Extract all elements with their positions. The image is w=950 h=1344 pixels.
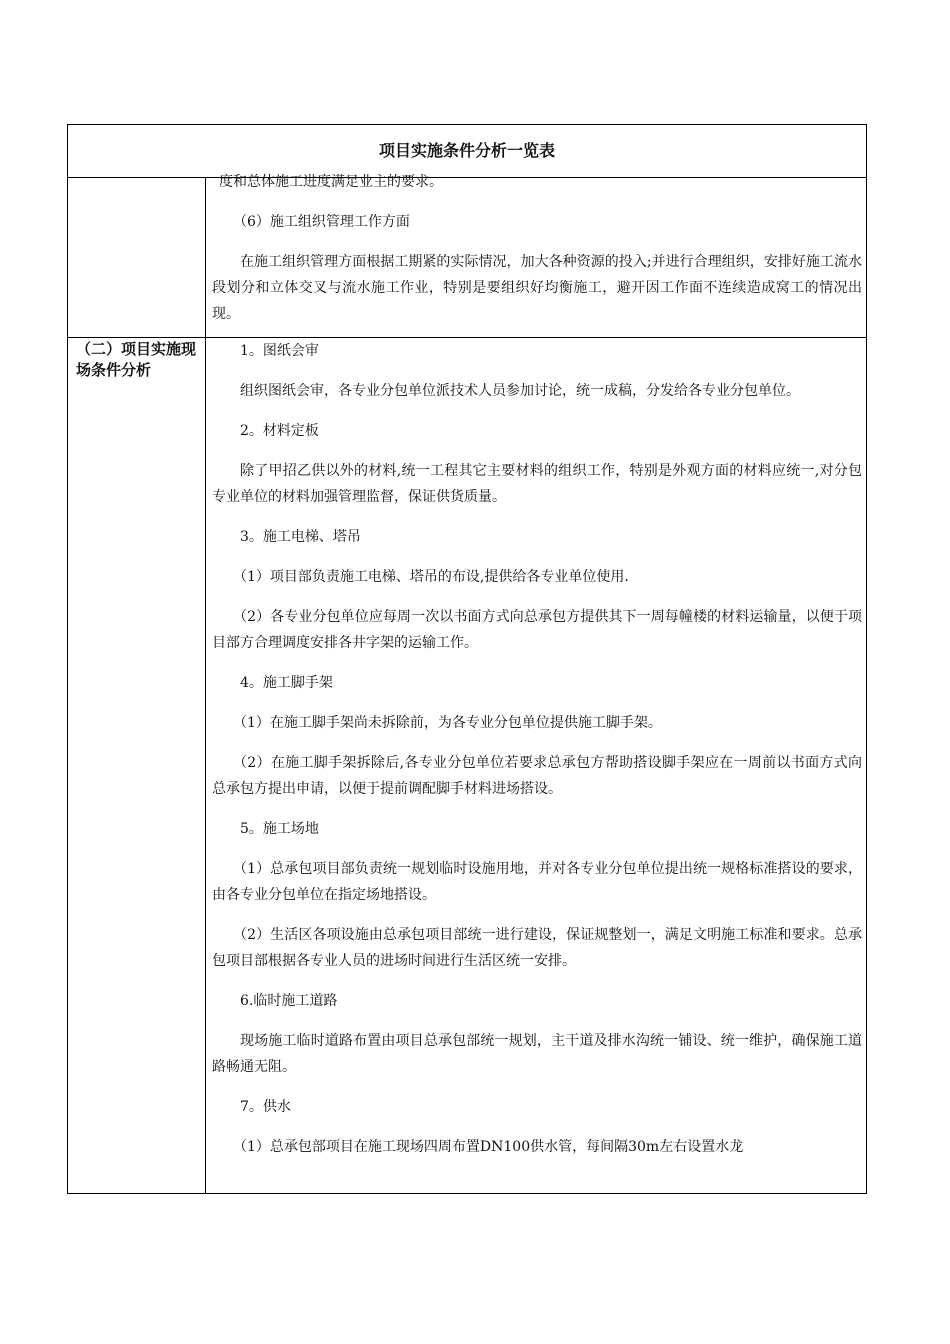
paragraph: 除了甲招乙供以外的材料,统一工程其它主要材料的组织工作，特别是外观方面的材料应统一,对分包专业单位的材料加强管理监督，保证供货质量。 [212, 463, 862, 505]
section-heading: （6）施工组织管理工作方面 [233, 214, 410, 230]
row-label: （二）项目实施现场条件分析 [68, 338, 206, 1194]
section-heading: 4。施工脚手架 [240, 675, 333, 691]
paragraph: 度和总体施工进度满足业主的要求。 [219, 174, 443, 190]
section-heading: 5。施工场地 [240, 821, 319, 837]
section-heading: 3。施工电梯、塔吊 [240, 529, 361, 545]
paragraph: （2）在施工脚手架拆除后,各专业分包单位若要求总承包方帮助搭设脚手架应在一周前以书面方式向总承包方提出申请，以便于提前调配脚手材料进场搭设。 [212, 755, 862, 797]
paragraph: （2）各专业分包单位应每周一次以书面方式向总承包方提供其下一周每幢楼的材料运输量，以便于项目部方合理调度安排各井字架的运输工作。 [212, 609, 862, 651]
paragraph: 现场施工临时道路布置由项目总承包部统一规划，主干道及排水沟统一铺设、统一维护，确保施工道路畅通无阻。 [212, 1033, 862, 1075]
section-heading: 1。图纸会审 [240, 343, 319, 359]
paragraph: （1）在施工脚手架尚未拆除前，为各专业分包单位提供施工脚手架。 [233, 715, 662, 731]
analysis-table [67, 124, 867, 1194]
row-label-empty [68, 178, 206, 338]
table-title: 项目实施条件分析一览表 [378, 141, 555, 160]
table-row [68, 338, 867, 1194]
section-heading: 2。材料定板 [240, 423, 319, 439]
paragraph: 组织图纸会审，各专业分包单位派技术人员参加讨论，统一成稿，分发给各专业分包单位。 [240, 383, 800, 399]
row-content [206, 338, 867, 1194]
section-heading: 7。供水 [240, 1099, 291, 1115]
paragraph: （1）总承包项目部负责统一规划临时设施用地，并对各专业分包单位提出统一规格标准搭设的要求，由各专业分包单位在指定场地搭设。 [212, 861, 862, 903]
paragraph: （1）项目部负责施工电梯、塔吊的布设,提供给各专业单位使用. [233, 569, 629, 585]
table-row [68, 178, 867, 338]
paragraph: （1）总承包部项目在施工现场四周布置DN100供水管，每间隔30m左右设置水龙 [233, 1139, 744, 1155]
row-content [206, 174, 867, 338]
section-heading: 6.临时施工道路 [240, 993, 338, 1009]
paragraph: （2）生活区各项设施由总承包项目部统一进行建设，保证规整划一，满足文明施工标准和要求。总承包项目部根据各专业人员的进场时间进行生活区统一安排。 [212, 927, 862, 969]
paragraph: 在施工组织管理方面根据工期紧的实际情况，加大各种资源的投入;并进行合理组织，安排好施工流水段划分和立体交叉与流水施工作业，特别是要组织好均衡施工，避开因工作面不连续造成窝工的情况出现。 [212, 254, 862, 322]
